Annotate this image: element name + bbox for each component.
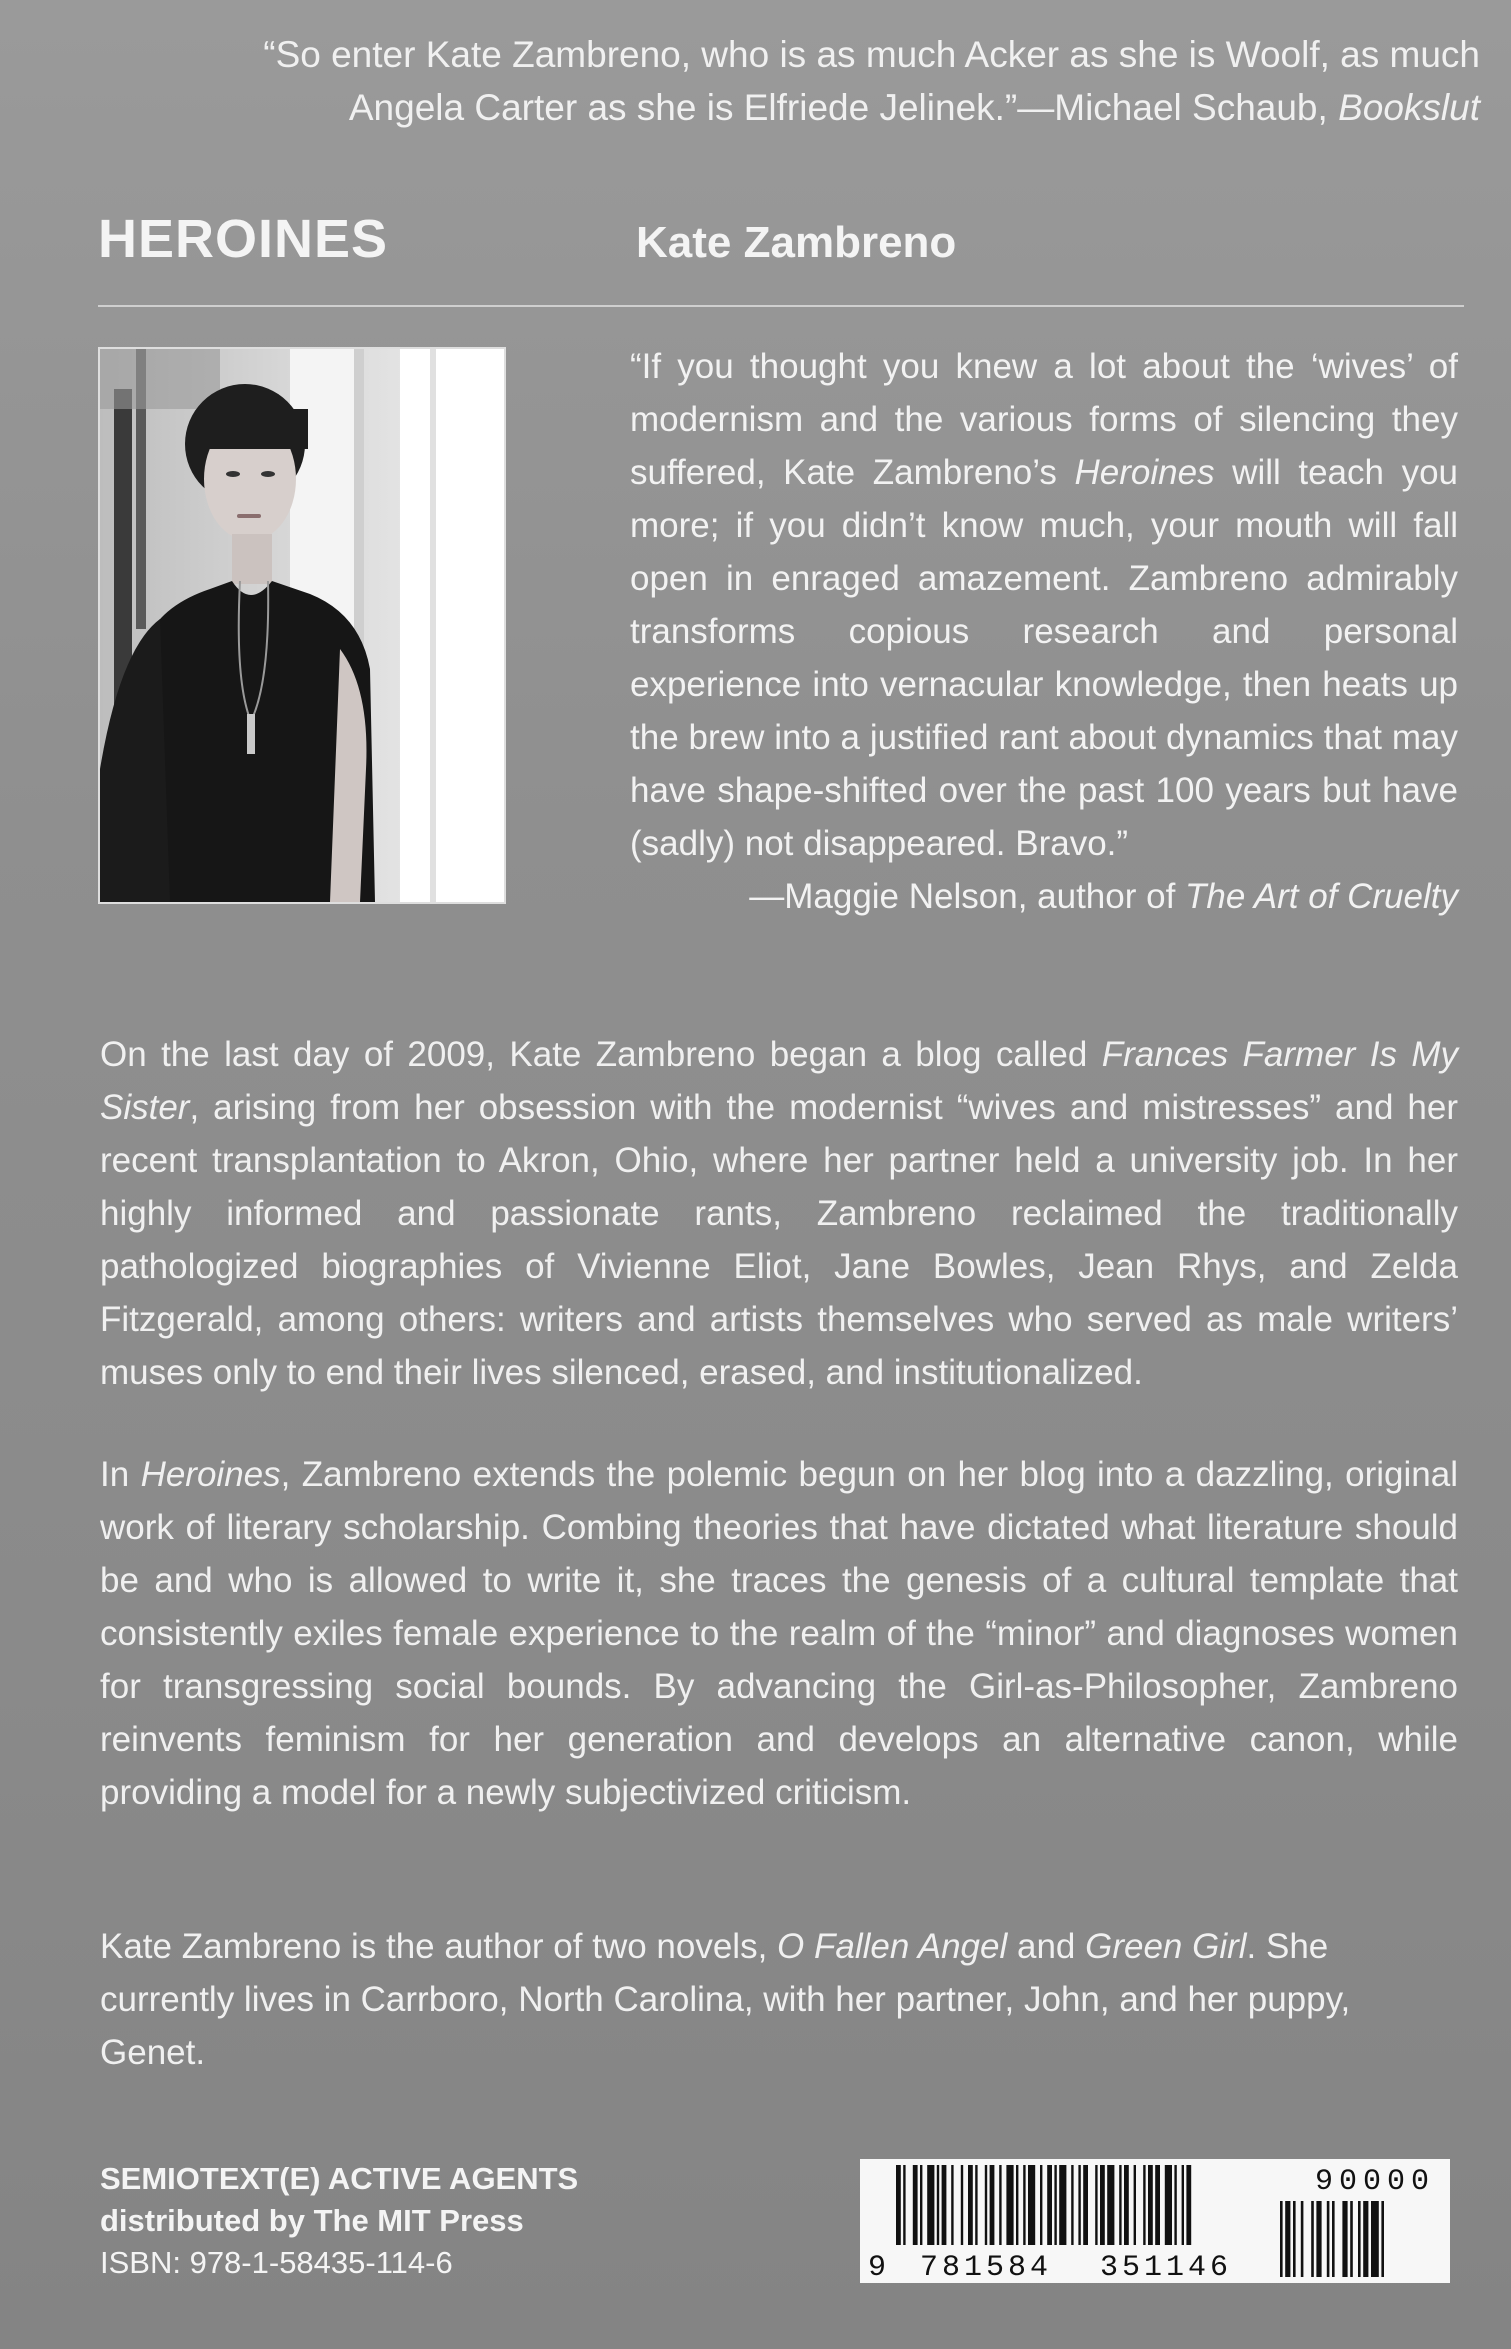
publisher-info — [100, 2158, 578, 2284]
top-blurb-line2 — [150, 81, 1480, 134]
top-blurb-line1: “So enter Kate Zambreno, who is as much Acker as she is Woolf, as much — [263, 34, 1480, 75]
barcode-digits-left: 781584 — [920, 2251, 1053, 2283]
p2-text-b: , Zambreno extends the polemic begun on her blog into a dazzling, original work of literary scholarship. Combing theories that have dictated what literature should be and who is allowed to write it, she traces the genesis of a cultural template that consistently exiles female experience to the realm of the “minor” and diagnoses women for transgressing social bounds. By advancing the Girl-as-Philosopher, Zambreno reinvents feminism for her generation and develops an alternative canon, while providing a model for a newly subjectivized criticism. — [100, 1455, 1458, 1812]
review-attribution-text: —Maggie Nelson, author of — [749, 877, 1186, 916]
barcode-bar — [1124, 2165, 1129, 2245]
barcode-addon-bar — [1350, 2201, 1353, 2277]
distributor-line — [100, 2200, 578, 2242]
distributor-name: The MIT Press — [313, 2203, 524, 2238]
barcode-bar — [990, 2165, 995, 2245]
review-text-2: will teach you more; if you didn’t know much, your mouth will fall open in enraged amazement. Zambreno admirably transforms copious research and personal experience into vernacular knowledge, then heats up the brew into a justified rant about dynamics that may have shape-shifted over the past 100 years but have (sadly) not disappeared. Bravo.” — [630, 453, 1459, 863]
barcode-bar — [896, 2165, 901, 2245]
review-attribution-book: The Art of Cruelty — [1185, 877, 1458, 916]
barcode-addon-bar — [1327, 2201, 1330, 2277]
barcode-addon-bar — [1358, 2201, 1361, 2277]
barcode-bar — [968, 2165, 973, 2245]
barcode-bar — [1083, 2165, 1088, 2245]
review-title-italic: Heroines — [1074, 453, 1215, 492]
barcode-addon-bar — [1371, 2201, 1379, 2277]
barcode-bar — [1071, 2165, 1073, 2245]
barcode-bar — [942, 2165, 947, 2245]
barcode-bar — [1040, 2165, 1042, 2245]
p2-book-title: Heroines — [140, 1455, 281, 1494]
barcode-price-code: 90000 — [1315, 2165, 1436, 2199]
barcode-bar — [1023, 2165, 1025, 2245]
barcode-bar — [1006, 2165, 1013, 2245]
barcode-bar — [1165, 2165, 1172, 2245]
isbn: ISBN: 978-1-58435-114-6 — [100, 2245, 453, 2280]
top-blurb-source: Bookslut — [1338, 87, 1480, 128]
top-blurb-text: Angela Carter as she is Elfriede Jelinek.”—Michael Schaub, — [348, 87, 1339, 128]
bio-novel-2: Green Girl — [1085, 1927, 1247, 1966]
barcode-bar — [1143, 2165, 1145, 2245]
author-photo — [98, 347, 506, 904]
p1-text-b: , arising from her obsession with the modernist “wives and mistresses” and her recent transplantation to Akron, Ohio, where her partner held a university job. In her highly informed and passionate rants, Zambreno reclaimed the traditionally pathologized biographies of Vivienne Eliot, Jane Bowles, Jean Rhys, and Zelda Fitzgerald, among others: writers and artists themselves who served as male writers’ muses only to end their lives silenced, erased, and institutionalized. — [100, 1088, 1458, 1392]
p2-text-a: In — [100, 1455, 141, 1494]
distributor-prefix: distributed by — [100, 2203, 314, 2238]
barcode-bar — [1100, 2165, 1105, 2245]
barcode-bar — [1134, 2165, 1136, 2245]
description-paragraph-1 — [100, 1028, 1458, 1399]
bio-text-a: Kate Zambreno is the author of two novels, — [100, 1927, 778, 1966]
barcode-bar — [1148, 2165, 1153, 2245]
barcode-addon-bar — [1363, 2201, 1368, 2277]
isbn-barcode — [860, 2159, 1450, 2283]
top-blurb — [150, 28, 1480, 134]
barcode-bar — [1028, 2165, 1035, 2245]
barcode-addon-bar — [1280, 2201, 1283, 2277]
barcode-addon-bar — [1293, 2201, 1296, 2277]
barcode-addon-bar — [1342, 2201, 1347, 2277]
barcode-bar — [975, 2165, 977, 2245]
header-divider — [98, 305, 1464, 307]
series-name: SEMIOTEXT(E) ACTIVE AGENTS — [100, 2161, 579, 2196]
barcode-bar — [1059, 2165, 1066, 2245]
review-text-1: “If you thought you knew a lot about the ‘wives’ of modernism and the various forms of silencing they suffered, Kate Zambreno’s — [630, 347, 1458, 492]
barcode-bar — [927, 2165, 934, 2245]
barcode-bar — [951, 2165, 953, 2245]
barcode-bar — [1054, 2165, 1056, 2245]
review-attribution — [630, 870, 1458, 923]
author-name: Kate Zambreno — [636, 218, 957, 267]
barcode-bar — [985, 2165, 987, 2245]
barcode-addon-bar — [1381, 2201, 1384, 2277]
bio-novel-1: O Fallen Angel — [777, 1927, 1008, 1966]
barcode-bar — [1016, 2165, 1018, 2245]
barcode-bar — [1155, 2165, 1160, 2245]
barcode-addon-bar — [1311, 2201, 1314, 2277]
barcode-digits-right: 351146 — [1100, 2251, 1233, 2283]
barcode-addon-bars — [1280, 2201, 1384, 2277]
barcode-bar — [1107, 2165, 1114, 2245]
description-paragraph-2 — [100, 1448, 1458, 1819]
barcode-bar — [961, 2165, 963, 2245]
barcode-digit-first: 9 — [868, 2251, 887, 2283]
barcode-bar — [1095, 2165, 1097, 2245]
barcode-bar — [999, 2165, 1001, 2245]
barcode-addon-bar — [1285, 2201, 1290, 2277]
barcode-bar — [1182, 2165, 1184, 2245]
barcode-bar — [937, 2165, 939, 2245]
barcode-bar — [1078, 2165, 1080, 2245]
bio-text-b: and — [1007, 1927, 1086, 1966]
p1-blog-title: Frances Farmer Is My Sister — [100, 1035, 1458, 1127]
barcode-addon-bar — [1316, 2201, 1321, 2277]
barcode-bars — [896, 2165, 1191, 2245]
barcode-bar — [903, 2165, 905, 2245]
book-title: HEROINES — [98, 209, 389, 269]
barcode-bar — [920, 2165, 922, 2245]
barcode-addon-bar — [1332, 2201, 1335, 2277]
barcode-bar — [1047, 2165, 1052, 2245]
bio-text-c: . She currently lives in Carrboro, North Carolina, with her partner, John, and her puppy, Genet. — [100, 1927, 1351, 2072]
barcode-bar — [913, 2165, 918, 2245]
author-bio — [100, 1920, 1458, 2079]
p1-text-a: On the last day of 2009, Kate Zambreno began a blog called — [100, 1035, 1102, 1074]
barcode-addon-bar — [1301, 2201, 1304, 2277]
barcode-bar — [1119, 2165, 1121, 2245]
barcode-bar — [1174, 2165, 1176, 2245]
review-quote — [630, 340, 1458, 870]
barcode-bar — [1186, 2165, 1191, 2245]
